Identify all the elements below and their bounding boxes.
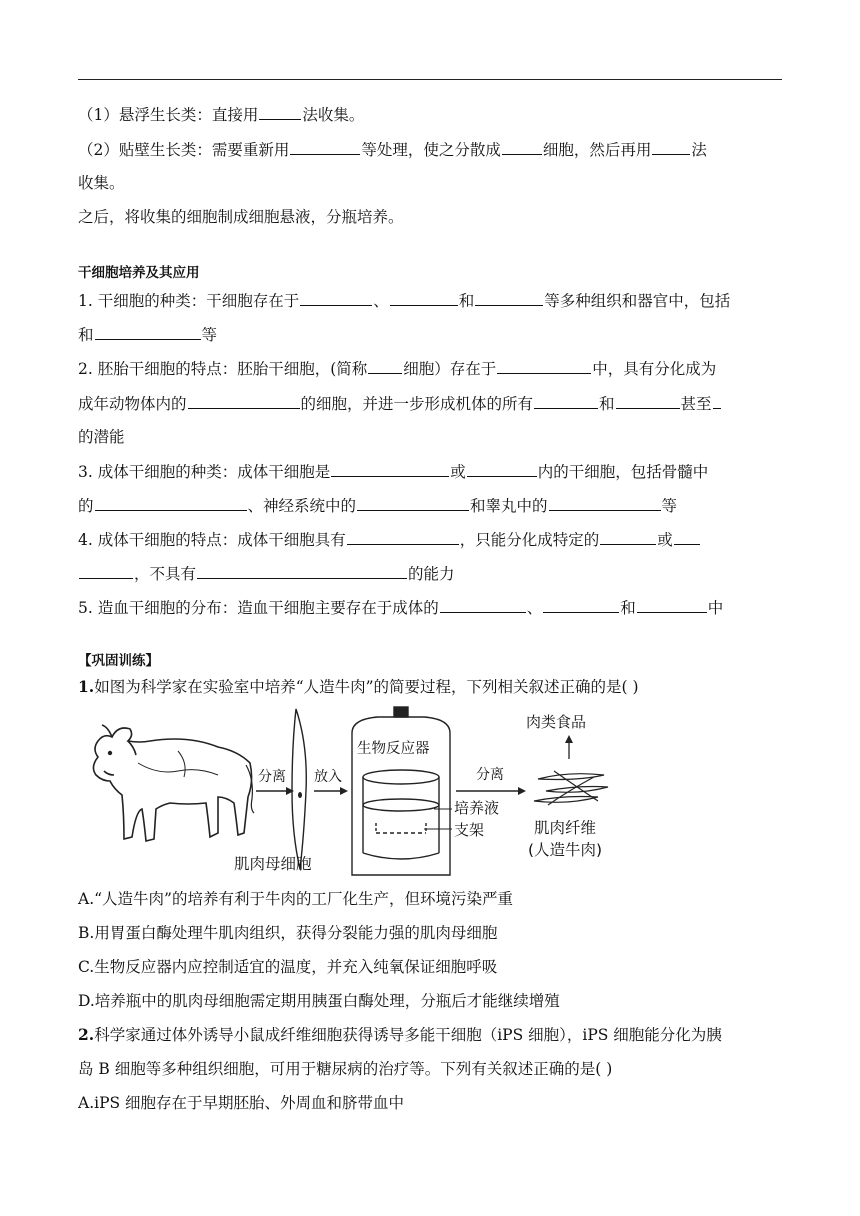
option-c: C.生物反应器内应控制适宜的温度，并充入纯氧保证细胞呼吸 xyxy=(78,958,498,976)
blank xyxy=(368,357,402,374)
label-support: 支架 xyxy=(454,821,485,839)
question-1-line2: 和 等 xyxy=(78,323,782,347)
label-medium: 培养液 xyxy=(454,799,500,817)
blank xyxy=(600,528,656,545)
label-meat-food: 肉类食品 xyxy=(526,713,587,731)
paragraph-adherent-cont: 收集。 xyxy=(78,174,125,192)
arrow-head-icon xyxy=(340,787,348,795)
question-2-line3: 的潜能 xyxy=(78,428,125,446)
arrow-head-icon xyxy=(518,787,526,795)
paragraph-suspension: （1）悬浮生长类：直接用 法收集。 xyxy=(78,103,782,127)
arrow-up-icon xyxy=(565,735,573,743)
arrow-head-icon xyxy=(286,787,294,795)
label-muscle-fiber: 肌肉纤维 xyxy=(534,819,597,837)
blank xyxy=(440,596,526,613)
blank xyxy=(95,323,201,340)
header-rule xyxy=(78,79,782,80)
question-5: 5. 造血干细胞的分布：造血干细胞主要存在于成体的 、 和 中 xyxy=(78,596,782,620)
bioreactor-illustration xyxy=(352,707,450,875)
blank xyxy=(713,392,721,409)
option-d: D.培养瓶中的肌肉母细胞需定期用胰蛋白酶处理，分瓶后才能继续增殖 xyxy=(78,992,560,1010)
blank xyxy=(331,460,449,477)
blank xyxy=(475,289,543,306)
option-a: A.“人造牛肉”的培养有利于牛肉的工厂化生产，但环境污染严重 xyxy=(78,890,513,908)
blank xyxy=(347,528,459,545)
question-3-line1: 3. 成体干细胞的种类：成体干细胞是 或 内的干细胞，包括骨髓中 xyxy=(78,460,782,484)
blank xyxy=(390,289,458,306)
label-artificial-beef: (人造牛肉) xyxy=(528,841,603,859)
question-2-line1: 2. 胚胎干细胞的特点：胚胎干细胞，(简称 细胞）存在于 中，具有分化成为 xyxy=(78,357,782,381)
blank xyxy=(79,562,133,579)
question-4-line1: 4. 成体干细胞的特点：成体干细胞具有 ，只能分化成特定的 或 xyxy=(78,528,782,552)
exercise-title: 【巩固训练】 xyxy=(78,653,159,669)
question-4-line2: ，不具有 的能力 xyxy=(78,562,782,586)
label-separate-2: 分离 xyxy=(476,767,504,783)
label-put: 放入 xyxy=(314,769,342,785)
question-3-line2: 的 、神经系统中的 和睾丸中的 等 xyxy=(78,494,782,518)
blank xyxy=(197,562,407,579)
blank xyxy=(95,494,247,511)
question-2-line2: 成年动物体内的 的细胞，并进一步形成机体的所有 和 甚至 xyxy=(78,392,782,416)
blank xyxy=(497,357,591,374)
paragraph-after: 之后，将收集的细胞制成细胞悬液，分瓶培养。 xyxy=(78,208,404,226)
exercise-2-option-a: A.iPS 细胞存在于早期胚胎、外周血和脐带血中 xyxy=(78,1094,405,1112)
myoblast-cell-illustration xyxy=(292,709,306,869)
blank xyxy=(616,392,680,409)
exercise-2-stem-line1: 2.科学家通过体外诱导小鼠成纤维细胞获得诱导多能干细胞（iPS 细胞），iPS 细胞能分化为胰 xyxy=(78,1025,722,1044)
exercise-2-stem-line2: 岛 B 细胞等多种组织细胞，可用于糖尿病的治疗等。下列有关叙述正确的是( ) xyxy=(78,1060,613,1078)
blank xyxy=(674,528,700,545)
exercise-1-stem: 1.如图为科学家在实验室中培养“人造牛肉”的简要过程，下列相关叙述正确的是( ) xyxy=(78,677,639,696)
blank xyxy=(357,494,469,511)
cow-illustration xyxy=(93,725,254,841)
blank xyxy=(543,596,619,613)
blank xyxy=(637,596,707,613)
blank xyxy=(467,460,537,477)
label-separate-1: 分离 xyxy=(258,769,286,785)
label-myoblast: 肌肉母细胞 xyxy=(234,855,312,873)
paragraph-adherent: （2）贴壁生长类：需要重新用 等处理，使之分散成 细胞，然后再用 法 xyxy=(78,138,782,162)
blank xyxy=(300,289,372,306)
artificial-beef-figure xyxy=(78,705,638,885)
blank xyxy=(549,494,661,511)
blank xyxy=(652,138,690,155)
label-bioreactor: 生物反应器 xyxy=(357,741,430,757)
section-title: 干细胞培养及其应用 xyxy=(78,265,200,281)
muscle-fiber-illustration xyxy=(534,771,608,805)
blank xyxy=(502,138,542,155)
blank xyxy=(534,392,598,409)
question-1-line1: 1. 干细胞的种类：干细胞存在于 、 和 等多种组织和器官中，包括 xyxy=(78,289,782,313)
option-b: B.用胃蛋白酶处理牛肌肉组织，获得分裂能力强的肌肉母细胞 xyxy=(78,924,498,942)
blank xyxy=(290,138,360,155)
blank xyxy=(259,103,301,120)
blank xyxy=(188,392,300,409)
